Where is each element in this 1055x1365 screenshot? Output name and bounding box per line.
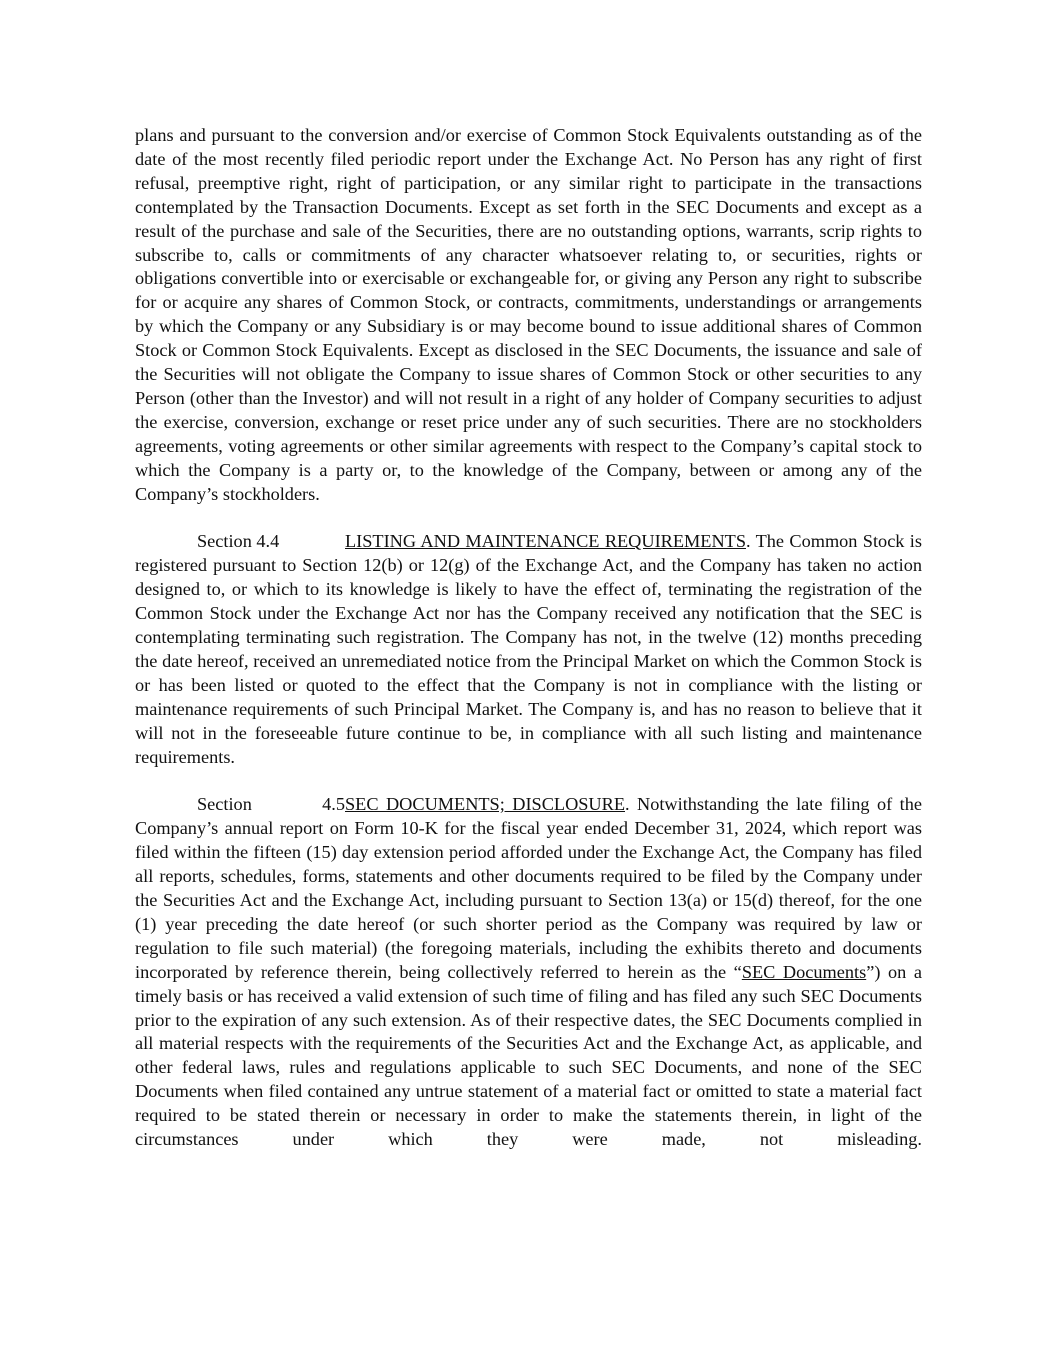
- section-4-5: [135, 793, 922, 1152]
- section-4-4-body: . The Common Stock is registered pursuant to Section 12(b) or 12(g) of the Exchange Act, and the Company has taken no action designed to, or which to its knowledge is likely to have the effect of, terminating the registration of the Common Stock under the Exchange Act nor has the Company received any notification that the SEC is contemplating terminating such registration. The Company has not, in the twelve (12) months preceding the date hereof, received an unremediated notice from the Principal Market on which the Common Stock is or has been listed or quoted to the effect that the Company is not in compliance with the listing or maintenance requirements of such Principal Market. The Company is, and has no reason to believe that it will not in the foreseeable future continue to be, in compliance with all such listing and maintenance requirements.: [135, 531, 923, 767]
- section-4-5-body-after: ”) on a timely basis or has received a valid extension of such time of filing and has filed any such SEC Documents prior to the expiration of any such extension. As of their respective dates, the SEC Documents complied in all material respects with the requirements of the Securities Act and the Exchange Act, as applicable, and other federal laws, rules and regulations applicable to such SEC Documents, and none of the SEC Documents when filed contained any untrue statement of a material fact or omitted to state a material fact required to be stated therein or necessary in order to make the statements therein, in light of the circumstances under which they were made, not misleading.: [135, 961, 922, 1150]
- document-page: [135, 124, 922, 1176]
- section-4-4-label: Section 4.4: [197, 531, 280, 552]
- paragraph-continuation: plans and pursuant to the conversion and/or exercise of Common Stock Equivalents outstanding as of the date of the most recently filed periodic report under the Exchange Act. No Person has any right of first refusal, preemptive right, right of participation, or any similar right to participate in the transactions contemplated by the Transaction Documents. Except as set forth in the SEC Documents and except as a result of the purchase and sale of the Securities, there are no outstanding options, warrants, scrip rights to subscribe to, calls or commitments of any character whatsoever relating to, or securities, rights or obligations convertible into or exercisable or exchangeable for, or giving any Person any right to subscribe for or acquire any shares of Common Stock, or contracts, commitments, understandings or arrangements by which the Company or any Subsidiary is or may become bound to issue additional shares of Common Stock or Common Stock Equivalents. Except as disclosed in the SEC Documents, the issuance and sale of the Securities will not obligate the Company to issue shares of Common Stock or other securities to any Person (other than the Investor) and will not result in a right of any holder of Company securities to adjust the exercise, conversion, exchange or reset price under any of such securities. There are no stockholders agreements, voting agreements or other similar agreements with respect to the Company’s capital stock to which the Company is a party or, to the knowledge of the Company, between or among any of the Company’s stockholders.: [135, 125, 922, 504]
- section-4-4: [135, 530, 922, 769]
- section-4-5-body-before: . Notwithstanding the late filing of the Company’s annual report on Form 10-K for the fiscal year ended December 31, 2024, which report was filed within the fifteen (15) day extension period afforded under the Exchange Act, the Company has filed all reports, schedules, forms, statements and other documents required to be filed by the Company under the Securities Act and the Exchange Act, including pursuant to Section 13(a) or 15(d) thereof, for the one (1) year preceding the date hereof (or such shorter period as the Company was required by law or regulation to file such material) (the foregoing materials, including the exhibits thereto and documents incorporated by reference therein, being collectively referred to herein as the “: [135, 794, 922, 982]
- section-4-5-label: Section 4.5: [197, 794, 345, 815]
- section-4-4-title: LISTING AND MAINTENANCE REQUIREMENTS: [345, 531, 746, 552]
- defined-term-sec-documents: SEC Documents: [741, 961, 867, 982]
- section-4-5-title: SEC DOCUMENTS; DISCLOSURE: [345, 794, 625, 815]
